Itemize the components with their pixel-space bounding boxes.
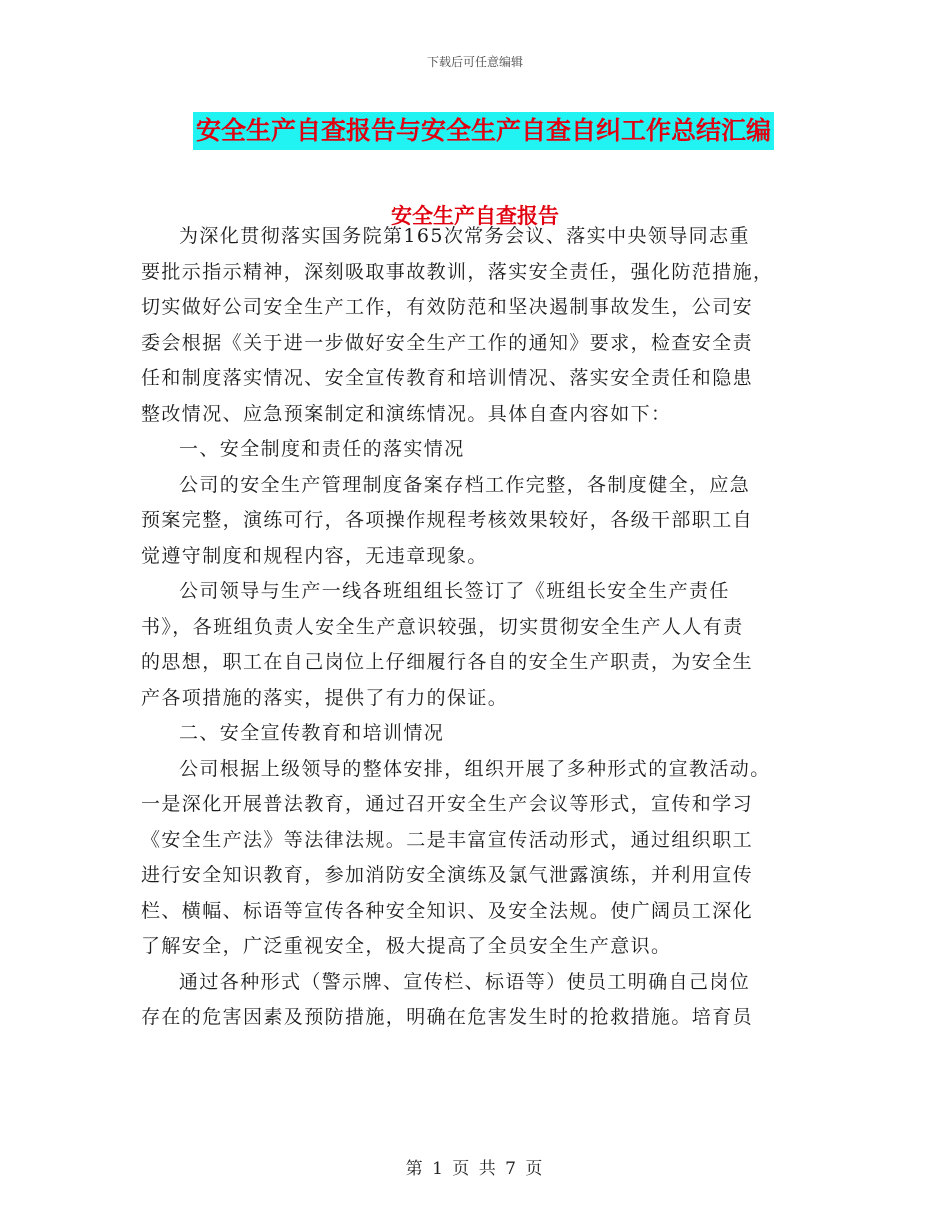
section-title: 安全生产自查报告 [391, 204, 559, 228]
section-heading-2: 二、安全宣传教育和培训情况 [179, 722, 445, 744]
paragraph-responsibility: 公司领导与生产一线各班组组长签订了《班组长安全生产责任 书》，各班组负责人安全生产意识较强，切实贯彻安全生产人人有责 的思想，职工在自己岗位上仔细履行各自的安全生产职责，为安全生 产各项措施的落实，提供了有力的保证。 [141, 580, 754, 709]
paragraph-education: 公司根据上级领导的整体安排，组织开展了多种形式的宣教活动。 一是深化开展普法教育，通过召开安全生产会议等形式，宣传和学习 《安全生产法》等法律法规。二是丰富宣传活动形式，通过组织职工 进行安全知识教育，参加消防安全演练及氯气泄露演练，并利用宣传 栏、横幅、标语等宣传各种安全知识、及安全法规。使广阔员工深化 了解安全，广泛重视安全，极大提高了全员安全生产意识。 [141, 757, 771, 957]
document-body [141, 219, 811, 1036]
page-number: 第 1 页 共 7 页 [405, 1159, 545, 1179]
paragraph-intro: 为深化贯彻落实国务院第165次常务会议、落实中央领导同志重 要批示指示精神，深刻吸取事故教训，落实安全责任，强化防范措施， 切实做好公司安全生产工作，有效防范和坚决遏制事故发生，公司安 委会根据《关于进一步做好安全生产工作的通知》要求，检查安全责 任和制度落实情况、安全宣传教育和培训情况、落实安全责任和隐患 整改情况、应急预案制定和演练情况。具体自查内容如下： [141, 225, 774, 425]
document-title: 安全生产自查报告与安全生产自查自纠工作总结汇编 [193, 112, 774, 150]
section-heading-1: 一、安全制度和责任的落实情况 [179, 438, 465, 460]
header-note: 下载后可任意编辑 [426, 55, 523, 69]
paragraph-system: 公司的安全生产管理制度备案存档工作完整，各制度健全，应急 预案完整，演练可行，各项操作规程考核效果较好，各级干部职工自 觉遵守制度和规程内容，无违章现象。 [141, 473, 754, 567]
paragraph-warning-signs: 通过各种形式（警示牌、宣传栏、标语等）使员工明确自己岗位 存在的危害因素及预防措施，明确在危害发生时的抢救措施。培育员 [141, 970, 754, 1028]
